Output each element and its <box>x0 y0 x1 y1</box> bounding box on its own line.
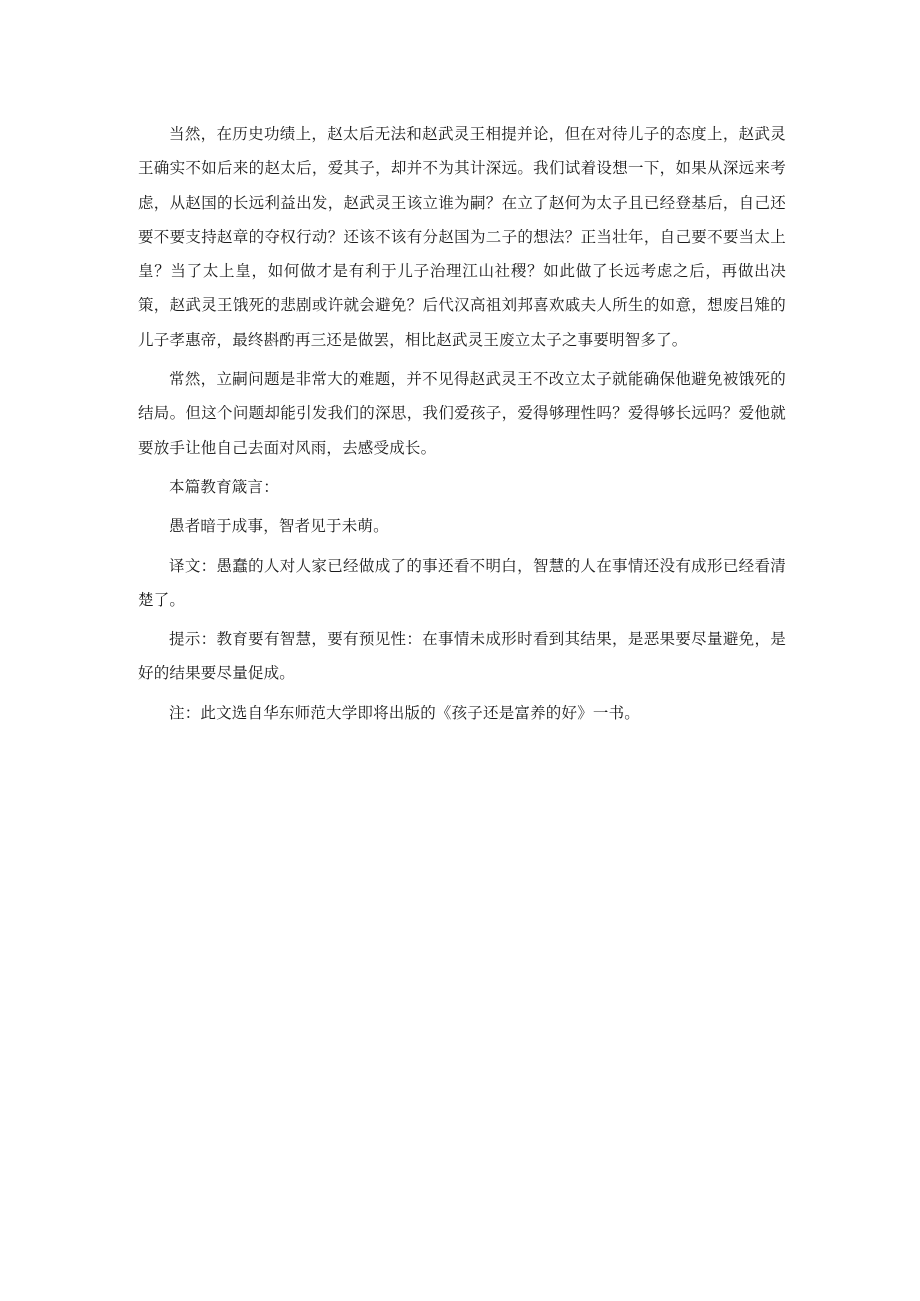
motto-heading: 本篇教育箴言： <box>169 477 279 496</box>
motto-translation: 译文：愚蠢的人对人家已经做成了的事还看不明白，智慧的人在事情还没有成形已经看清楚了。 <box>138 556 786 609</box>
document-body <box>138 117 786 735</box>
source-note: 注：此文选自华东师范大学即将出版的《孩子还是富养的好》一书。 <box>169 703 641 722</box>
paragraph-history-comparison: 当然，在历史功绩上，赵太后无法和赵武灵王相提并论，但在对待儿子的态度上，赵武灵王确实不如后来的赵太后，爱其子，却并不为其计深远。我们试着设想一下，如果从深远来考虑，从赵国的长远利益出发，赵武灵王该立谁为嗣？在立了赵何为太子且已经登基后，自己还要不要支持赵章的夺权行动？还该不该有分赵国为二子的想法？正当壮年，自己要不要当太上皇？当了太上皇，如何做才是有利于儿子治理江山社稷？如此做了长远考虑之后，再做出决策，赵武灵王饿死的悲剧或许就会避免？后代汉高祖刘邦喜欢戚夫人所生的如意，想废吕雉的儿子孝惠帝，最终斟酌再三还是做罢，相比赵武灵王废立太子之事要明智多了。 <box>138 125 786 349</box>
motto-hint: 提示：教育要有智慧，要有预见性：在事情未成形时看到其结果，是恶果要尽量避免，是好的结果要尽量促成。 <box>138 630 786 683</box>
paragraph-succession-reflection: 常然，立嗣问题是非常大的难题，并不见得赵武灵王不改立太子就能确保他避免被饿死的结局。但这个问题却能引发我们的深思，我们爱孩子，爱得够理性吗？爱得够长远吗？爱他就要放手让他自己去面对风雨，去感受成长。 <box>138 370 786 457</box>
motto-quote: 愚者暗于成事，智者见于未萌。 <box>169 517 389 536</box>
